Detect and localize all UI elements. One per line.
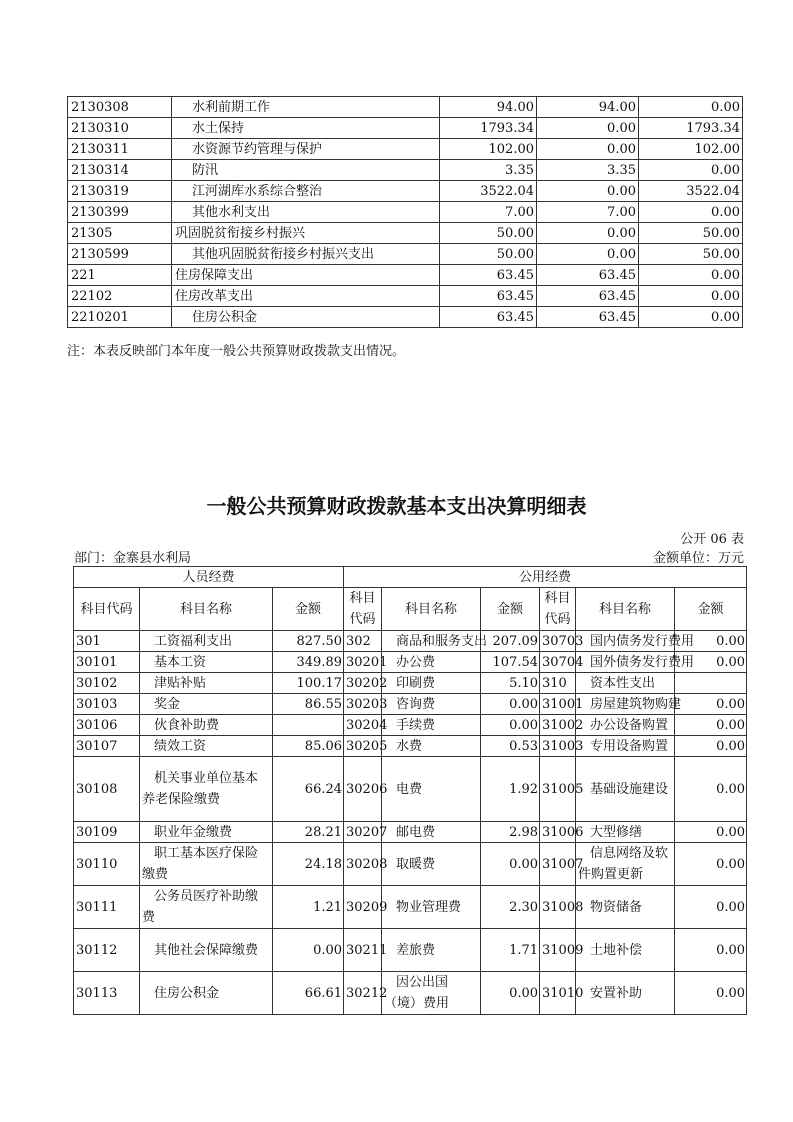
public-code-cell: 30202 bbox=[344, 673, 382, 694]
table-row bbox=[74, 715, 747, 736]
column-header-row bbox=[74, 588, 747, 631]
project-amount-cell: 0.00 bbox=[639, 202, 743, 223]
subject-name-cell: 防汛 bbox=[172, 160, 440, 181]
personnel-code-cell: 30113 bbox=[74, 972, 140, 1015]
personnel-code-cell: 30111 bbox=[74, 886, 140, 929]
public-amount-cell: 1.71 bbox=[481, 929, 540, 972]
personnel-code-cell: 30107 bbox=[74, 736, 140, 757]
subject-name-cell: 其他水利支出 bbox=[172, 202, 440, 223]
table-row bbox=[68, 286, 743, 307]
public-amount-cell-2: 0.00 bbox=[675, 715, 747, 736]
public-code-cell-2: 31005 bbox=[540, 757, 576, 822]
table-row bbox=[68, 181, 743, 202]
public-code-cell: 30211 bbox=[344, 929, 382, 972]
col-header-amount: 金额 bbox=[481, 588, 540, 631]
personnel-name-cell: 机关事业单位基本养老保险缴费 bbox=[140, 757, 273, 822]
public-code-cell-2: 31007 bbox=[540, 843, 576, 886]
personnel-amount-cell: 86.55 bbox=[273, 694, 344, 715]
basic-amount-cell: 63.45 bbox=[537, 286, 639, 307]
public-code-cell-2: 31002 bbox=[540, 715, 576, 736]
public-amount-cell-2: 0.00 bbox=[675, 652, 747, 673]
public-amount-cell: 2.98 bbox=[481, 822, 540, 843]
public-name-cell-2: 国外债务发行费用 bbox=[576, 652, 675, 673]
personnel-amount-cell: 66.24 bbox=[273, 757, 344, 822]
total-amount-cell: 50.00 bbox=[440, 244, 537, 265]
project-amount-cell: 3522.04 bbox=[639, 181, 743, 202]
col-header-code: 科目代码 bbox=[344, 588, 382, 631]
public-amount-cell-2: 0.00 bbox=[675, 631, 747, 652]
personnel-amount-cell: 0.00 bbox=[273, 929, 344, 972]
total-amount-cell: 63.45 bbox=[440, 286, 537, 307]
table-note: 注：本表反映部门本年度一般公共预算财政拨款支出情况。 bbox=[67, 344, 406, 359]
public-amount-cell: 5.10 bbox=[481, 673, 540, 694]
personnel-name-cell: 基本工资 bbox=[140, 652, 273, 673]
public-amount-cell: 2.30 bbox=[481, 886, 540, 929]
basic-amount-cell: 0.00 bbox=[537, 181, 639, 202]
personnel-amount-cell: 349.89 bbox=[273, 652, 344, 673]
public-amount-cell-2 bbox=[675, 673, 747, 694]
subject-code-cell: 22102 bbox=[68, 286, 172, 307]
public-name-cell-2: 国内债务发行费用 bbox=[576, 631, 675, 652]
table-row bbox=[74, 694, 747, 715]
subject-code-cell: 2130399 bbox=[68, 202, 172, 223]
project-amount-cell: 50.00 bbox=[639, 244, 743, 265]
table-row bbox=[74, 886, 747, 929]
personnel-amount-cell bbox=[273, 715, 344, 736]
public-name-cell: 手续费 bbox=[382, 715, 481, 736]
public-name-cell-2: 办公设备购置 bbox=[576, 715, 675, 736]
subject-code-cell: 2130308 bbox=[68, 97, 172, 118]
personnel-name-cell: 住房公积金 bbox=[140, 972, 273, 1015]
col-header-name: 科目名称 bbox=[140, 588, 273, 631]
public-code-cell: 30206 bbox=[344, 757, 382, 822]
group-header-row bbox=[74, 567, 747, 588]
public-amount-cell: 0.53 bbox=[481, 736, 540, 757]
public-code-cell: 30204 bbox=[344, 715, 382, 736]
public-name-cell-2: 安置补助 bbox=[576, 972, 675, 1015]
public-code-cell: 30208 bbox=[344, 843, 382, 886]
total-amount-cell: 63.45 bbox=[440, 307, 537, 328]
table-row bbox=[74, 673, 747, 694]
public-code-cell: 30209 bbox=[344, 886, 382, 929]
public-code-cell-2: 30704 bbox=[540, 652, 576, 673]
personnel-amount-cell: 66.61 bbox=[273, 972, 344, 1015]
table-row bbox=[74, 929, 747, 972]
public-name-cell: 电费 bbox=[382, 757, 481, 822]
col-header-code: 科目代码 bbox=[74, 588, 140, 631]
table-row bbox=[74, 757, 747, 822]
basic-amount-cell: 0.00 bbox=[537, 244, 639, 265]
personnel-code-cell: 30106 bbox=[74, 715, 140, 736]
table-row bbox=[68, 307, 743, 328]
personnel-code-cell: 30108 bbox=[74, 757, 140, 822]
table-row bbox=[74, 822, 747, 843]
public-code-cell-2: 31006 bbox=[540, 822, 576, 843]
project-amount-cell: 0.00 bbox=[639, 97, 743, 118]
public-amount-cell: 207.09 bbox=[481, 631, 540, 652]
personnel-name-cell: 绩效工资 bbox=[140, 736, 273, 757]
subject-name-cell: 住房公积金 bbox=[172, 307, 440, 328]
personnel-name-cell: 职工基本医疗保险缴费 bbox=[140, 843, 273, 886]
public-code-cell-2: 310 bbox=[540, 673, 576, 694]
subject-code-cell: 2130314 bbox=[68, 160, 172, 181]
page-title: 一般公共预算财政拨款基本支出决算明细表 bbox=[206, 494, 587, 518]
table-row bbox=[74, 652, 747, 673]
group-header-public: 公用经费 bbox=[344, 567, 747, 588]
public-code-cell: 30205 bbox=[344, 736, 382, 757]
public-code-cell: 30201 bbox=[344, 652, 382, 673]
public-amount-cell: 0.00 bbox=[481, 715, 540, 736]
subject-name-cell: 水资源节约管理与保护 bbox=[172, 139, 440, 160]
subject-code-cell: 2130310 bbox=[68, 118, 172, 139]
public-name-cell: 差旅费 bbox=[382, 929, 481, 972]
public-name-cell-2: 房屋建筑物购建 bbox=[576, 694, 675, 715]
personnel-name-cell: 其他社会保障缴费 bbox=[140, 929, 273, 972]
subject-name-cell: 江河湖库水系综合整治 bbox=[172, 181, 440, 202]
public-name-cell: 商品和服务支出 bbox=[382, 631, 481, 652]
table-row bbox=[68, 202, 743, 223]
personnel-amount-cell: 100.17 bbox=[273, 673, 344, 694]
personnel-name-cell: 津贴补贴 bbox=[140, 673, 273, 694]
total-amount-cell: 7.00 bbox=[440, 202, 537, 223]
personnel-code-cell: 30102 bbox=[74, 673, 140, 694]
total-amount-cell: 3.35 bbox=[440, 160, 537, 181]
personnel-code-cell: 30110 bbox=[74, 843, 140, 886]
basic-amount-cell: 0.00 bbox=[537, 223, 639, 244]
public-amount-cell-2: 0.00 bbox=[675, 843, 747, 886]
public-name-cell: 邮电费 bbox=[382, 822, 481, 843]
personnel-amount-cell: 28.21 bbox=[273, 822, 344, 843]
expenditure-table bbox=[67, 96, 743, 328]
total-amount-cell: 50.00 bbox=[440, 223, 537, 244]
project-amount-cell: 0.00 bbox=[639, 286, 743, 307]
project-amount-cell: 1793.34 bbox=[639, 118, 743, 139]
table-number: 公开 06 表 bbox=[680, 532, 744, 547]
subject-name-cell: 巩固脱贫衔接乡村振兴 bbox=[172, 223, 440, 244]
table-row bbox=[74, 972, 747, 1015]
table-row bbox=[68, 265, 743, 286]
public-code-cell-2: 31009 bbox=[540, 929, 576, 972]
table-row bbox=[68, 139, 743, 160]
public-code-cell-2: 31001 bbox=[540, 694, 576, 715]
public-code-cell-2: 31010 bbox=[540, 972, 576, 1015]
public-amount-cell-2: 0.00 bbox=[675, 972, 747, 1015]
public-name-cell-2: 土地补偿 bbox=[576, 929, 675, 972]
personnel-code-cell: 30101 bbox=[74, 652, 140, 673]
subject-code-cell: 2130319 bbox=[68, 181, 172, 202]
personnel-amount-cell: 85.06 bbox=[273, 736, 344, 757]
table-row bbox=[68, 118, 743, 139]
total-amount-cell: 1793.34 bbox=[440, 118, 537, 139]
personnel-name-cell: 奖金 bbox=[140, 694, 273, 715]
public-name-cell: 取暖费 bbox=[382, 843, 481, 886]
public-code-cell: 30212 bbox=[344, 972, 382, 1015]
col-header-name: 科目名称 bbox=[382, 588, 481, 631]
public-amount-cell: 0.00 bbox=[481, 972, 540, 1015]
public-code-cell: 302 bbox=[344, 631, 382, 652]
public-amount-cell-2: 0.00 bbox=[675, 736, 747, 757]
basic-expenditure-detail-table bbox=[73, 566, 747, 1015]
public-name-cell-2: 物资储备 bbox=[576, 886, 675, 929]
subject-code-cell: 221 bbox=[68, 265, 172, 286]
subject-code-cell: 2130311 bbox=[68, 139, 172, 160]
subject-code-cell: 2210201 bbox=[68, 307, 172, 328]
public-name-cell: 因公出国（境）费用 bbox=[382, 972, 481, 1015]
public-name-cell: 咨询费 bbox=[382, 694, 481, 715]
project-amount-cell: 102.00 bbox=[639, 139, 743, 160]
subject-name-cell: 住房改革支出 bbox=[172, 286, 440, 307]
group-header-personnel: 人员经费 bbox=[74, 567, 344, 588]
public-amount-cell: 0.00 bbox=[481, 843, 540, 886]
department-label: 部门：金寨县水利局 bbox=[74, 551, 192, 566]
table-row bbox=[68, 160, 743, 181]
subject-name-cell: 住房保障支出 bbox=[172, 265, 440, 286]
col-header-code: 科目代码 bbox=[540, 588, 576, 631]
col-header-amount: 金额 bbox=[273, 588, 344, 631]
total-amount-cell: 94.00 bbox=[440, 97, 537, 118]
col-header-name: 科目名称 bbox=[576, 588, 675, 631]
public-amount-cell: 0.00 bbox=[481, 694, 540, 715]
public-name-cell-2: 大型修缮 bbox=[576, 822, 675, 843]
subject-name-cell: 水利前期工作 bbox=[172, 97, 440, 118]
personnel-name-cell: 伙食补助费 bbox=[140, 715, 273, 736]
public-code-cell: 30207 bbox=[344, 822, 382, 843]
subject-code-cell: 21305 bbox=[68, 223, 172, 244]
personnel-amount-cell: 827.50 bbox=[273, 631, 344, 652]
basic-amount-cell: 0.00 bbox=[537, 139, 639, 160]
basic-amount-cell: 3.35 bbox=[537, 160, 639, 181]
subject-name-cell: 其他巩固脱贫衔接乡村振兴支出 bbox=[172, 244, 440, 265]
public-name-cell: 办公费 bbox=[382, 652, 481, 673]
subject-code-cell: 2130599 bbox=[68, 244, 172, 265]
basic-amount-cell: 7.00 bbox=[537, 202, 639, 223]
table-row bbox=[68, 244, 743, 265]
public-amount-cell-2: 0.00 bbox=[675, 757, 747, 822]
basic-amount-cell: 63.45 bbox=[537, 307, 639, 328]
total-amount-cell: 63.45 bbox=[440, 265, 537, 286]
public-amount-cell: 107.54 bbox=[481, 652, 540, 673]
personnel-amount-cell: 1.21 bbox=[273, 886, 344, 929]
table-row bbox=[68, 97, 743, 118]
table-row bbox=[74, 631, 747, 652]
public-code-cell-2: 30703 bbox=[540, 631, 576, 652]
table-row bbox=[74, 843, 747, 886]
amount-unit-label: 金额单位：万元 bbox=[652, 551, 744, 566]
total-amount-cell: 3522.04 bbox=[440, 181, 537, 202]
project-amount-cell: 0.00 bbox=[639, 160, 743, 181]
public-code-cell-2: 31008 bbox=[540, 886, 576, 929]
personnel-code-cell: 30112 bbox=[74, 929, 140, 972]
total-amount-cell: 102.00 bbox=[440, 139, 537, 160]
basic-amount-cell: 94.00 bbox=[537, 97, 639, 118]
public-amount-cell-2: 0.00 bbox=[675, 694, 747, 715]
personnel-name-cell: 职业年金缴费 bbox=[140, 822, 273, 843]
basic-amount-cell: 0.00 bbox=[537, 118, 639, 139]
public-amount-cell-2: 0.00 bbox=[675, 886, 747, 929]
subject-name-cell: 水土保持 bbox=[172, 118, 440, 139]
project-amount-cell: 50.00 bbox=[639, 223, 743, 244]
public-amount-cell: 1.92 bbox=[481, 757, 540, 822]
personnel-name-cell: 工资福利支出 bbox=[140, 631, 273, 652]
personnel-name-cell: 公务员医疗补助缴费 bbox=[140, 886, 273, 929]
public-code-cell-2: 31003 bbox=[540, 736, 576, 757]
personnel-code-cell: 30109 bbox=[74, 822, 140, 843]
public-name-cell-2: 基础设施建设 bbox=[576, 757, 675, 822]
project-amount-cell: 0.00 bbox=[639, 307, 743, 328]
col-header-amount: 金额 bbox=[675, 588, 747, 631]
personnel-code-cell: 301 bbox=[74, 631, 140, 652]
public-name-cell: 物业管理费 bbox=[382, 886, 481, 929]
basic-amount-cell: 63.45 bbox=[537, 265, 639, 286]
table-row bbox=[74, 736, 747, 757]
public-code-cell: 30203 bbox=[344, 694, 382, 715]
public-amount-cell-2: 0.00 bbox=[675, 929, 747, 972]
public-name-cell: 印刷费 bbox=[382, 673, 481, 694]
public-name-cell: 水费 bbox=[382, 736, 481, 757]
personnel-amount-cell: 24.18 bbox=[273, 843, 344, 886]
project-amount-cell: 0.00 bbox=[639, 265, 743, 286]
personnel-code-cell: 30103 bbox=[74, 694, 140, 715]
public-name-cell-2: 信息网络及软件购置更新 bbox=[576, 843, 675, 886]
public-name-cell-2: 专用设备购置 bbox=[576, 736, 675, 757]
table-row bbox=[68, 223, 743, 244]
public-name-cell-2: 资本性支出 bbox=[576, 673, 675, 694]
public-amount-cell-2: 0.00 bbox=[675, 822, 747, 843]
